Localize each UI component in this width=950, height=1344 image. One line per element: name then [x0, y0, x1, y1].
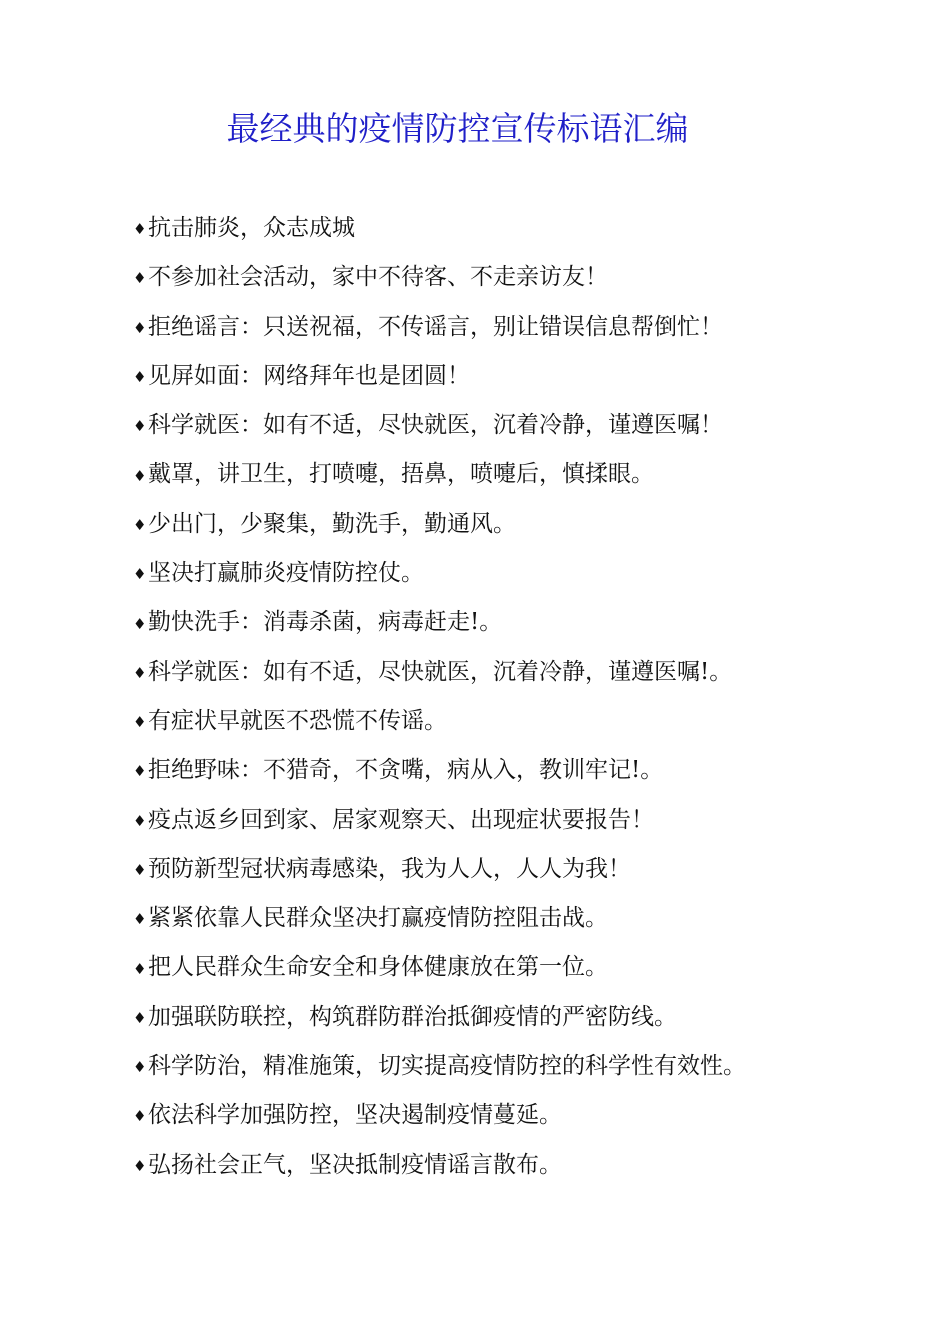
- slogan-text: 弘扬社会正气，坚决抵制疫情谣言散布。: [148, 1151, 562, 1178]
- slogan-list: [133, 204, 913, 1190]
- diamond-bullet-icon: ♦: [133, 515, 147, 534]
- diamond-bullet-icon: ♦: [133, 614, 147, 633]
- document-title: 最经典的疫情防控宣传标语汇编: [226, 109, 689, 148]
- diamond-bullet-icon: ♦: [133, 565, 147, 584]
- diamond-bullet-icon: ♦: [133, 1156, 147, 1175]
- slogan-item: [133, 845, 913, 894]
- diamond-bullet-icon: ♦: [133, 269, 147, 288]
- slogan-text: 科学防治，精准施策，切实提高疫情防控的科学性有效性。: [148, 1053, 746, 1080]
- slogan-item: [133, 253, 913, 302]
- diamond-bullet-icon: ♦: [133, 811, 147, 830]
- slogan-item: [133, 500, 913, 549]
- diamond-bullet-icon: ♦: [133, 318, 147, 337]
- slogan-item: [133, 549, 913, 598]
- slogan-item: [133, 598, 913, 647]
- slogan-text: 把人民群众生命安全和身体健康放在第一位。: [148, 954, 608, 981]
- diamond-bullet-icon: ♦: [133, 220, 147, 239]
- slogan-text: 紧紧依靠人民群众坚决打赢疫情防控阻击战。: [148, 905, 608, 932]
- slogan-text: 戴罩，讲卫生，打喷嚏，捂鼻，喷嚏后，慎揉眼。: [148, 461, 654, 488]
- diamond-bullet-icon: ♦: [133, 1008, 147, 1027]
- diamond-bullet-icon: ♦: [133, 713, 147, 732]
- slogan-item: [133, 943, 913, 992]
- slogan-text: 依法科学加强防控，坚决遏制疫情蔓延。: [148, 1102, 562, 1129]
- diamond-bullet-icon: ♦: [133, 861, 147, 879]
- slogan-text: 拒绝谣言：只送祝福，不传谣言，别让错误信息帮倒忙！: [148, 313, 723, 340]
- slogan-text: 科学就医：如有不适，尽快就医，沉着冷静，谨遵医嘱!。: [148, 658, 733, 685]
- slogan-text: 有症状早就医不恐慌不传谣。: [148, 707, 447, 734]
- slogan-text: 抗击肺炎，众志成城: [148, 215, 355, 241]
- slogan-item: [133, 796, 913, 845]
- slogan-text: 坚决打赢肺炎疫情防控仗。: [148, 560, 424, 587]
- diamond-bullet-icon: ♦: [133, 762, 147, 781]
- slogan-item: [133, 352, 913, 401]
- diamond-bullet-icon: ♦: [133, 466, 147, 485]
- slogan-text: 预防新型冠状病毒感染，我为人人，人人为我！: [148, 855, 631, 882]
- diamond-bullet-icon: ♦: [133, 910, 147, 929]
- slogan-item: [133, 204, 913, 253]
- diamond-bullet-icon: ♦: [133, 1058, 147, 1077]
- slogan-item: [133, 1042, 913, 1091]
- slogan-text: 见屏如面：网络拜年也是团圆！: [148, 362, 470, 389]
- diamond-bullet-icon: ♦: [133, 1107, 147, 1126]
- slogan-item: [133, 993, 913, 1042]
- slogan-item: [133, 1091, 913, 1140]
- diamond-bullet-icon: ♦: [133, 959, 147, 978]
- diamond-bullet-icon: ♦: [133, 417, 147, 436]
- slogan-item: [133, 894, 913, 943]
- slogan-text: 疫点返乡回到家、居家观察天、出现症状要报告！: [148, 806, 654, 833]
- slogan-item: [133, 303, 913, 352]
- slogan-item: [133, 746, 913, 795]
- slogan-item: [133, 450, 913, 499]
- slogan-item: [133, 401, 913, 450]
- slogan-text: 科学就医：如有不适，尽快就医，沉着冷静，谨遵医嘱！: [148, 412, 723, 439]
- slogan-text: 加强联防联控，构筑群防群治抵御疫情的严密防线。: [148, 1003, 677, 1030]
- slogan-item: [133, 648, 913, 697]
- slogan-text: 拒绝野味：不猎奇，不贪嘴，病从入，教训牢记!。: [148, 757, 664, 784]
- slogan-text: 不参加社会活动，家中不待客、不走亲访友！: [148, 264, 608, 291]
- slogan-item: [133, 697, 913, 746]
- diamond-bullet-icon: ♦: [133, 368, 147, 387]
- slogan-item: [133, 1141, 913, 1190]
- diamond-bullet-icon: ♦: [133, 663, 147, 682]
- slogan-text: 勤快洗手：消毒杀菌，病毒赶走!。: [148, 609, 503, 636]
- slogan-text: 少出门，少聚集，勤洗手，勤通风。: [148, 510, 516, 537]
